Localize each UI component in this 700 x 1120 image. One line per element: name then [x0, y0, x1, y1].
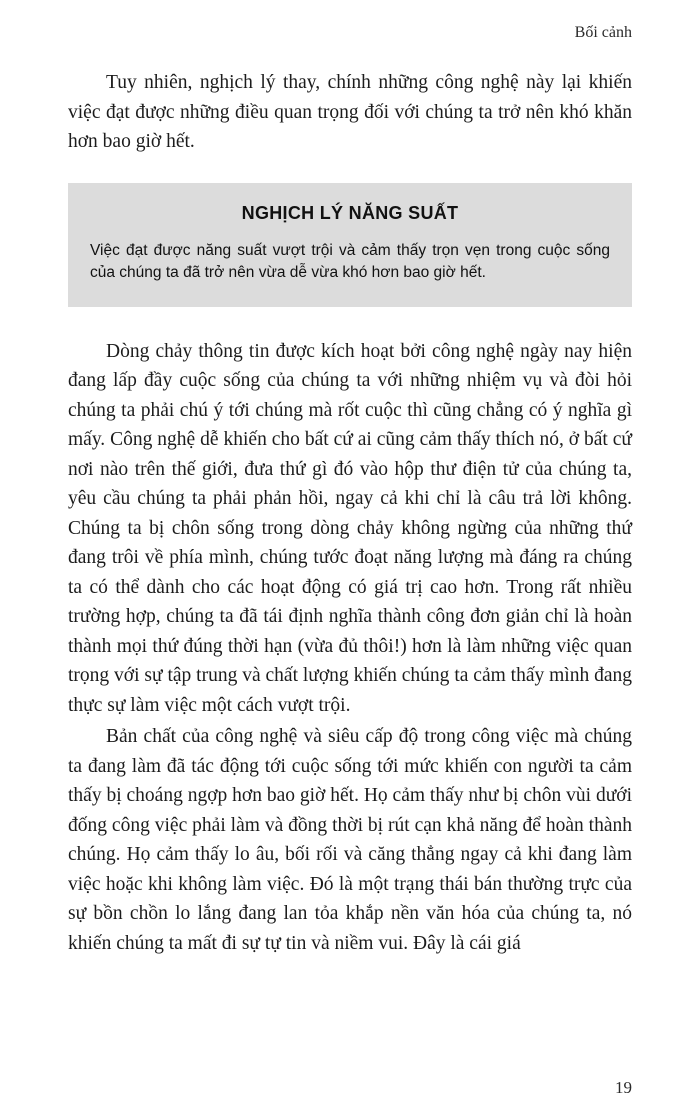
paragraph-body-2: Bản chất của công nghệ và siêu cấp độ trong công việc mà chúng ta đang làm đã tác động tới cuộc sống tới mức khiến con người ta cảm thấy bị choáng ngợp hơn bao giờ hết. Họ cảm thấy như bị chôn vùi dưới đống công việc phải làm và đồng thời bị rút cạn khả năng để hoàn thành chúng. Họ cảm thấy lo âu, bối rối và căng thẳng ngay cả khi đang làm việc hoặc khi không làm việc. Đó là một trạng thái bán thường trực của sự bồn chồn lo lắng đang lan tỏa khắp nền văn hóa của chúng ta, nó khiến chúng ta mất đi sự tự tin và niềm vui. Đây là cái giá	[68, 726, 632, 954]
callout-box	[68, 183, 632, 307]
running-header: Bối cảnh	[574, 24, 632, 41]
paragraph-intro: Tuy nhiên, nghịch lý thay, chính những công nghệ này lại khiến việc đạt được những điều quan trọng đối với chúng ta trở nên khó khăn hơn bao giờ hết.	[68, 72, 632, 152]
callout-title: NGHỊCH LÝ NĂNG SUẤT	[241, 202, 459, 223]
page-number: 19	[615, 1078, 632, 1097]
paragraph-body-1: Dòng chảy thông tin được kích hoạt bởi công nghệ ngày nay hiện đang lấp đầy cuộc sống của chúng ta với những nhiệm vụ và đòi hỏi chúng ta phải chú ý tới chúng mà rốt cuộc thì cũng chẳng có ý nghĩa gì mấy. Công nghệ dễ khiến cho bất cứ ai cũng cảm thấy thích nó, ở bất cứ nơi nào trên thế giới, đưa thứ gì đó vào hộp thư điện tử của chúng ta, yêu cầu chúng ta phải phản hồi, ngay cả khi chỉ là câu trả lời không. Chúng ta bị chôn sống trong dòng chảy không ngừng của những thứ đang trôi về phía mình, chúng tước đoạt năng lượng mà đáng ra chúng ta có thể dành cho các hoạt động có giá trị cao hơn. Trong rất nhiều trường hợp, chúng ta đã tái định nghĩa thành công đơn giản chỉ là hoàn thành mọi thứ đúng thời hạn (vừa đủ thôi!) hơn là làm những việc quan trọng với sự tập trung và chất lượng khiến chúng ta cảm thấy mình đang thực sự làm việc một cách vượt trội.	[68, 340, 632, 716]
callout-body: Việc đạt được năng suất vượt trội và cảm thấy trọn vẹn trong cuộc sống của chúng ta đã trở nên vừa dễ vừa khó hơn bao giờ hết.	[90, 241, 610, 281]
